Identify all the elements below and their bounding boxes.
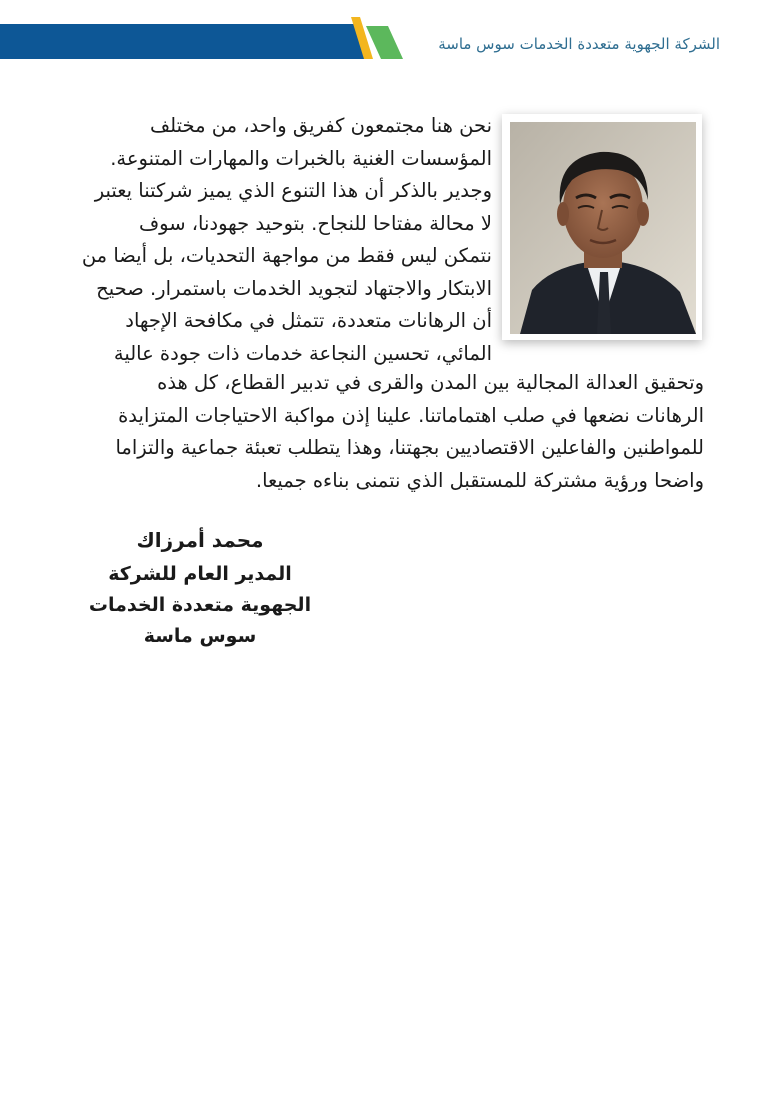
text-line: الابتكار والاجتهاد لتجويد الخدمات باستمرار. صحيح (96, 276, 492, 300)
text-line: المؤسسات الغنية بالخبرات والمهارات المتنوعة. (110, 146, 492, 170)
signatory-title: المدير العام للشركة الجهوية متعددة الخدمات سوس ماسة (88, 563, 312, 647)
header-blue-band (0, 24, 371, 59)
intro-paragraph (64, 110, 492, 370)
continued-paragraph (64, 367, 704, 497)
text-line: وجدير بالذكر أن هذا التنوع الذي يميز شركتنا يعتبر (94, 179, 492, 202)
text-line: الرهانات نضعها في صلب اهتماماتنا. علينا إذن مواكبة الاحتياجات المتزايدة (118, 403, 704, 427)
text-line: للمواطنين والفاعلين الاقتصاديين بجهتنا، وهذا يتطلب تعبئة جماعية والتزاما (115, 436, 704, 459)
text-line: نحن هنا مجتمعون كفريق واحد، من مختلف (149, 114, 492, 137)
signatory-name: محمد أمرزاك (136, 528, 264, 552)
text-line: لا محالة مفتاحا للنجاح. بتوحيد جهودنا، سوف (138, 211, 492, 235)
text-line: نتمكن ليس فقط من مواجهة التحديات، بل أيضا من (81, 244, 492, 267)
text-line: وتحقيق العدالة المجالية بين المدن والقرى في تدبير القطاع، كل هذه (157, 371, 704, 394)
header-green-stripe (366, 26, 403, 59)
page-header (0, 0, 768, 70)
text-line: أن الرهانات متعددة، تتمثل في مكافحة الإجهاد (125, 309, 492, 332)
portrait-frame (502, 114, 702, 340)
portrait-illustration (510, 122, 696, 334)
text-line: واضحا ورؤية مشتركة للمستقبل الذي نتمنى بناءه جميعا. (255, 468, 704, 492)
signature-block (40, 525, 360, 652)
header-title: الشركة الجهوية متعددة الخدمات سوس ماسة (438, 35, 720, 53)
text-line: المائي، تحسين النجاعة خدمات ذات جودة عالية (113, 341, 492, 365)
portrait-photo (510, 122, 696, 334)
